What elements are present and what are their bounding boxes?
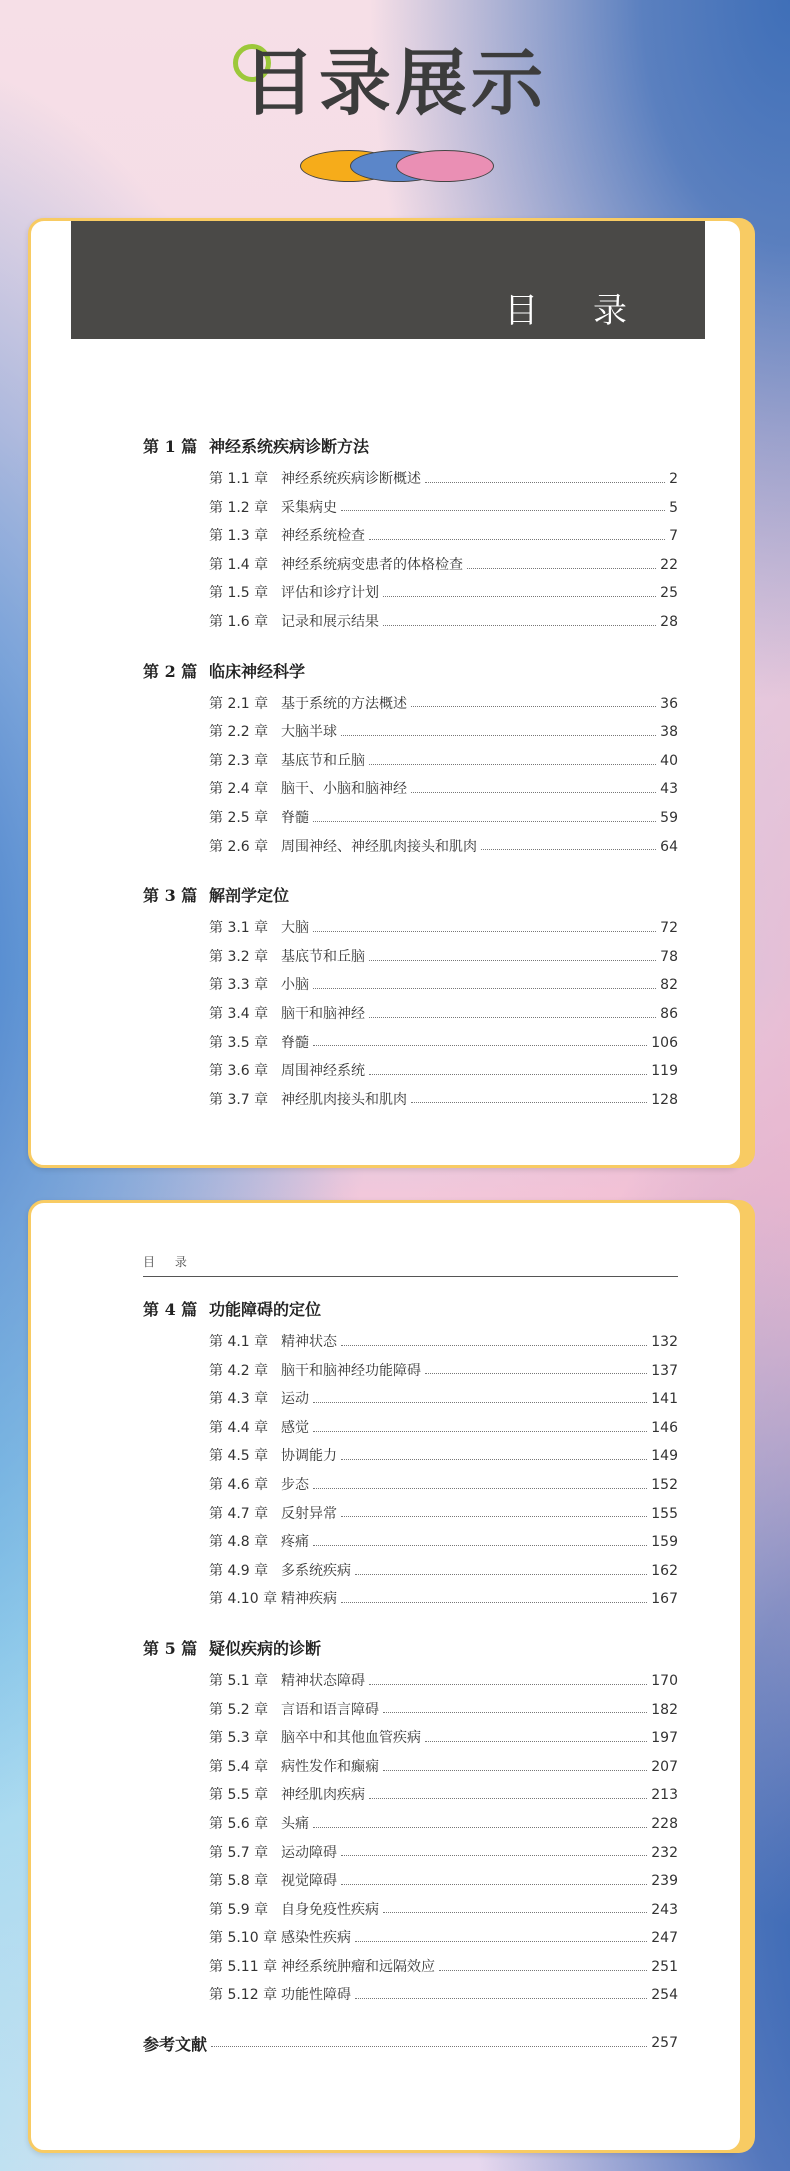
toc-entry[interactable] [143, 1696, 678, 1725]
toc-entry[interactable] [143, 1724, 678, 1753]
page-number: 197 [651, 1730, 678, 1747]
chapter-title: 运动障碍 [281, 1844, 337, 1861]
part-title: 疑似疾病的诊断 [209, 1638, 322, 1658]
chapter-number: 第 3.6 章 [209, 1063, 269, 1080]
page-number: 155 [651, 1505, 678, 1522]
page-number: 38 [660, 724, 678, 741]
toc-entry[interactable] [143, 1667, 678, 1696]
page-number: 86 [660, 1005, 678, 1022]
chapter-title: 脑干和脑神经 [281, 1005, 365, 1022]
decorative-ovals [300, 150, 490, 182]
toc-entry[interactable] [143, 1471, 678, 1500]
dot-leader [481, 849, 656, 850]
part-number: 第 3 篇 [143, 886, 198, 906]
page-number: 22 [660, 556, 678, 573]
toc-entry[interactable] [143, 1328, 678, 1357]
page-number: 251 [651, 1958, 678, 1975]
chapter-title: 脊髓 [281, 809, 309, 826]
page-number: 36 [660, 695, 678, 712]
toc-entry[interactable] [143, 1385, 678, 1414]
chapter-number: 第 2.2 章 [209, 724, 269, 741]
chapter-title: 评估和诊疗计划 [281, 585, 379, 602]
dot-leader [467, 568, 656, 569]
toc-entry[interactable] [143, 804, 678, 833]
chapter-number: 第 2.3 章 [209, 752, 269, 769]
chapter-title: 神经肌肉疾病 [281, 1787, 365, 1804]
chapter-title: 脑卒中和其他血管疾病 [281, 1730, 421, 1747]
chapter-number: 第 2.4 章 [209, 781, 269, 798]
chapter-title: 头痛 [281, 1815, 309, 1832]
dot-leader [369, 1798, 647, 1799]
chapter-number: 第 4.4 章 [209, 1419, 269, 1436]
toc-entry[interactable] [143, 943, 678, 972]
dot-leader [313, 931, 656, 932]
toc-entry[interactable] [143, 914, 678, 943]
page-number: 182 [651, 1701, 678, 1718]
dot-leader [341, 510, 665, 511]
toc-entry[interactable] [143, 1867, 678, 1896]
page-number: 5 [669, 499, 678, 516]
section-gap [143, 2010, 678, 2026]
dot-leader [313, 1545, 647, 1546]
chapter-number: 第 1.4 章 [209, 556, 269, 573]
chapter-title: 神经肌肉接头和肌肉 [281, 1091, 407, 1108]
chapter-number: 第 5.11 章 [209, 1958, 278, 1975]
chapter-title: 神经系统病变患者的体格检查 [281, 556, 463, 573]
page-number: 243 [651, 1901, 678, 1918]
chapter-number: 第 4.2 章 [209, 1362, 269, 1379]
dot-leader [383, 1912, 647, 1913]
toc-entry[interactable] [143, 971, 678, 1000]
chapter-number: 第 1.3 章 [209, 528, 269, 545]
running-head: 目 录 [143, 1253, 678, 1277]
page-number: 59 [660, 809, 678, 826]
page-number: 141 [651, 1391, 678, 1408]
toc-entry[interactable] [143, 1442, 678, 1471]
page-number: 119 [651, 1063, 678, 1080]
dot-leader [313, 1402, 647, 1403]
toc-entry[interactable] [143, 1414, 678, 1443]
chapter-title: 神经系统肿瘤和远隔效应 [281, 1958, 435, 1975]
dot-leader [313, 1827, 647, 1828]
chapter-number: 第 3.2 章 [209, 948, 269, 965]
page-number: 257 [651, 2035, 678, 2052]
dot-leader [411, 792, 656, 793]
chapter-number: 第 5.12 章 [209, 1987, 278, 2004]
dot-leader [383, 625, 656, 626]
page-number: 232 [651, 1844, 678, 1861]
toc-entry[interactable] [143, 1057, 678, 1086]
page-number: 254 [651, 1987, 678, 2004]
toc-entry[interactable] [143, 465, 678, 494]
page-number: 167 [651, 1591, 678, 1608]
toc-entry[interactable] [143, 1981, 678, 2010]
page-number: 82 [660, 977, 678, 994]
part-heading [143, 653, 678, 690]
chapter-title: 周围神经系统 [281, 1063, 365, 1080]
chapter-number: 第 2.1 章 [209, 695, 269, 712]
dot-leader [341, 1602, 647, 1603]
chapter-title: 基于系统的方法概述 [281, 695, 407, 712]
toc-entry[interactable] [143, 579, 678, 608]
toc-entry[interactable] [143, 1528, 678, 1557]
chapter-title: 精神状态 [281, 1334, 337, 1350]
page-number: 207 [651, 1758, 678, 1775]
chapter-number: 第 3.7 章 [209, 1091, 269, 1108]
chapter-number: 第 5.9 章 [209, 1901, 269, 1918]
page-number: 152 [651, 1476, 678, 1493]
chapter-number: 第 5.5 章 [209, 1787, 269, 1804]
chapter-number: 第 5.4 章 [209, 1758, 269, 1775]
toc-entry[interactable] [143, 494, 678, 523]
references-title: 参考文献 [143, 2034, 208, 2054]
page-number: 137 [651, 1362, 678, 1379]
chapter-number: 第 3.1 章 [209, 920, 269, 937]
pink-oval [396, 150, 494, 182]
dot-leader [425, 1373, 647, 1374]
dot-leader [369, 1074, 647, 1075]
chapter-number: 第 4.8 章 [209, 1534, 269, 1551]
chapter-title: 反射异常 [281, 1505, 337, 1522]
chapter-title: 协调能力 [281, 1448, 337, 1465]
dot-leader [341, 1459, 647, 1460]
toc-entry[interactable] [143, 1781, 678, 1810]
dot-leader [313, 1045, 647, 1046]
chapter-title: 周围神经、神经肌肉接头和肌肉 [281, 838, 477, 855]
toc-entry[interactable] [143, 1086, 678, 1115]
chapter-number: 第 1.5 章 [209, 585, 269, 602]
dot-leader [341, 1855, 647, 1856]
part-title: 临床神经科学 [209, 661, 306, 681]
page-number: 132 [651, 1334, 678, 1350]
dot-leader [355, 1574, 647, 1575]
part-number: 第 5 篇 [143, 1638, 198, 1658]
chapter-title: 步态 [281, 1476, 309, 1493]
references-entry[interactable] [143, 2026, 678, 2060]
chapter-number: 第 4.6 章 [209, 1476, 269, 1493]
chapter-title: 疼痛 [281, 1534, 309, 1551]
page-number: 146 [651, 1419, 678, 1436]
page-number: 170 [651, 1672, 678, 1689]
chapter-number: 第 4.10 章 [209, 1591, 278, 1608]
page-number: 106 [651, 1034, 678, 1051]
dot-leader [313, 1488, 647, 1489]
page-number: 247 [651, 1930, 678, 1947]
chapter-number: 第 3.5 章 [209, 1034, 269, 1051]
chapter-title: 精神疾病 [281, 1591, 337, 1608]
page-header [0, 0, 790, 210]
page-number: 64 [660, 838, 678, 855]
dot-leader [369, 1017, 656, 1018]
part-heading [143, 428, 678, 465]
chapter-title: 大脑半球 [281, 724, 337, 741]
chapter-title: 小脑 [281, 977, 309, 994]
toc-entry[interactable] [143, 690, 678, 719]
chapter-title: 基底节和丘脑 [281, 948, 365, 965]
dot-leader [411, 1102, 647, 1103]
part-number: 第 1 篇 [143, 437, 198, 456]
toc-entry[interactable] [143, 608, 678, 637]
dot-leader [425, 1741, 647, 1742]
chapter-title: 自身免疫性疾病 [281, 1901, 379, 1918]
dot-leader [369, 764, 656, 765]
page-number: 78 [660, 948, 678, 965]
chapter-number: 第 5.1 章 [209, 1672, 269, 1689]
chapter-number: 第 2.6 章 [209, 838, 269, 855]
chapter-title: 记录和展示结果 [281, 613, 379, 630]
toc-entry[interactable] [143, 1000, 678, 1029]
part-number: 第 4 篇 [143, 1300, 198, 1319]
chapter-title: 神经系统疾病诊断概述 [281, 471, 421, 487]
toc-entry[interactable] [143, 1753, 678, 1782]
toc-entry[interactable] [143, 833, 678, 862]
dot-leader [341, 1345, 647, 1346]
page-number: 128 [651, 1091, 678, 1108]
toc-entry[interactable] [143, 1896, 678, 1925]
toc-entry[interactable] [143, 1924, 678, 1953]
dot-leader [411, 706, 656, 707]
chapter-number: 第 2.5 章 [209, 809, 269, 826]
dot-leader [425, 482, 665, 483]
chapter-title: 感觉 [281, 1419, 309, 1436]
chapter-number: 第 1.6 章 [209, 613, 269, 630]
toc-entry[interactable] [143, 718, 678, 747]
chapter-number: 第 4.9 章 [209, 1562, 269, 1579]
page-number: 28 [660, 613, 678, 630]
page-number: 239 [651, 1873, 678, 1890]
toc-entry[interactable] [143, 551, 678, 580]
toc-page-2 [28, 1200, 743, 2153]
toc-entry[interactable] [143, 747, 678, 776]
toc-entry[interactable] [143, 1029, 678, 1058]
toc-list [143, 428, 678, 1114]
dot-leader [313, 1431, 647, 1432]
part-title: 解剖学定位 [209, 886, 290, 906]
page-number: 40 [660, 752, 678, 769]
page-number: 2 [669, 471, 678, 487]
chapter-title: 精神状态障碍 [281, 1672, 365, 1689]
toc-heading: 目 录 [504, 291, 649, 331]
toc-entry[interactable] [143, 1500, 678, 1529]
part-heading [143, 877, 678, 914]
chapter-number: 第 5.3 章 [209, 1730, 269, 1747]
dot-leader [341, 1884, 647, 1885]
toc-page-1 [28, 218, 743, 1168]
chapter-title: 视觉障碍 [281, 1873, 337, 1890]
chapter-title: 多系统疾病 [281, 1562, 351, 1579]
toc-entry[interactable] [143, 522, 678, 551]
chapter-number: 第 3.4 章 [209, 1005, 269, 1022]
dot-leader [341, 1516, 647, 1517]
page-number: 228 [651, 1815, 678, 1832]
chapter-title: 神经系统检查 [281, 528, 365, 545]
dot-leader [383, 596, 656, 597]
toc-entry[interactable] [143, 1357, 678, 1386]
chapter-title: 感染性疾病 [281, 1930, 351, 1947]
toc-list [143, 1291, 678, 2060]
dot-leader [341, 735, 656, 736]
chapter-title: 运动 [281, 1391, 309, 1408]
dot-leader [313, 821, 656, 822]
toc-header-bar [71, 221, 705, 339]
section-gap [143, 1614, 678, 1630]
chapter-title: 脊髓 [281, 1034, 309, 1051]
chapter-number: 第 1.1 章 [209, 471, 269, 487]
dot-leader [439, 1970, 647, 1971]
chapter-number: 第 1.2 章 [209, 499, 269, 516]
page-number: 213 [651, 1787, 678, 1804]
toc-entry[interactable] [143, 1585, 678, 1614]
chapter-title: 采集病史 [281, 499, 337, 516]
chapter-number: 第 4.5 章 [209, 1448, 269, 1465]
part-title: 神经系统疾病诊断方法 [209, 437, 370, 456]
toc-entry[interactable] [143, 1810, 678, 1839]
chapter-title: 病性发作和癫痫 [281, 1758, 379, 1775]
page-title: 目录展示 [242, 41, 547, 125]
part-heading [143, 1630, 678, 1667]
page-number: 162 [651, 1562, 678, 1579]
chapter-title: 言语和语言障碍 [281, 1701, 379, 1718]
part-heading [143, 1291, 678, 1328]
dot-leader [369, 960, 656, 961]
chapter-number: 第 5.8 章 [209, 1873, 269, 1890]
page-number: 72 [660, 920, 678, 937]
dot-leader [383, 1770, 647, 1771]
dot-leader [369, 1684, 647, 1685]
chapter-number: 第 4.7 章 [209, 1505, 269, 1522]
page-number: 43 [660, 781, 678, 798]
dot-leader [369, 539, 665, 540]
dot-leader [383, 1712, 647, 1713]
toc-entry[interactable] [143, 1953, 678, 1982]
chapter-number: 第 4.3 章 [209, 1391, 269, 1408]
chapter-number: 第 4.1 章 [209, 1334, 269, 1350]
chapter-title: 功能性障碍 [281, 1987, 351, 2004]
toc-entry[interactable] [143, 775, 678, 804]
section-gap [143, 861, 678, 877]
chapter-title: 脑干、小脑和脑神经 [281, 781, 407, 798]
dot-leader [211, 2046, 647, 2047]
section-gap [143, 637, 678, 653]
chapter-number: 第 5.2 章 [209, 1701, 269, 1718]
chapter-title: 脑干和脑神经功能障碍 [281, 1362, 421, 1379]
page-number: 159 [651, 1534, 678, 1551]
page-number: 7 [669, 528, 678, 545]
chapter-number: 第 5.10 章 [209, 1930, 278, 1947]
dot-leader [355, 1998, 647, 1999]
dot-leader [355, 1941, 647, 1942]
chapter-number: 第 5.7 章 [209, 1844, 269, 1861]
chapter-title: 大脑 [281, 920, 309, 937]
toc-entry[interactable] [143, 1839, 678, 1868]
page-number: 25 [660, 585, 678, 602]
chapter-number: 第 5.6 章 [209, 1815, 269, 1832]
page-number: 149 [651, 1448, 678, 1465]
chapter-number: 第 3.3 章 [209, 977, 269, 994]
toc-entry[interactable] [143, 1557, 678, 1586]
part-title: 功能障碍的定位 [209, 1300, 322, 1319]
chapter-title: 基底节和丘脑 [281, 752, 365, 769]
dot-leader [313, 988, 656, 989]
part-number: 第 2 篇 [143, 661, 198, 681]
